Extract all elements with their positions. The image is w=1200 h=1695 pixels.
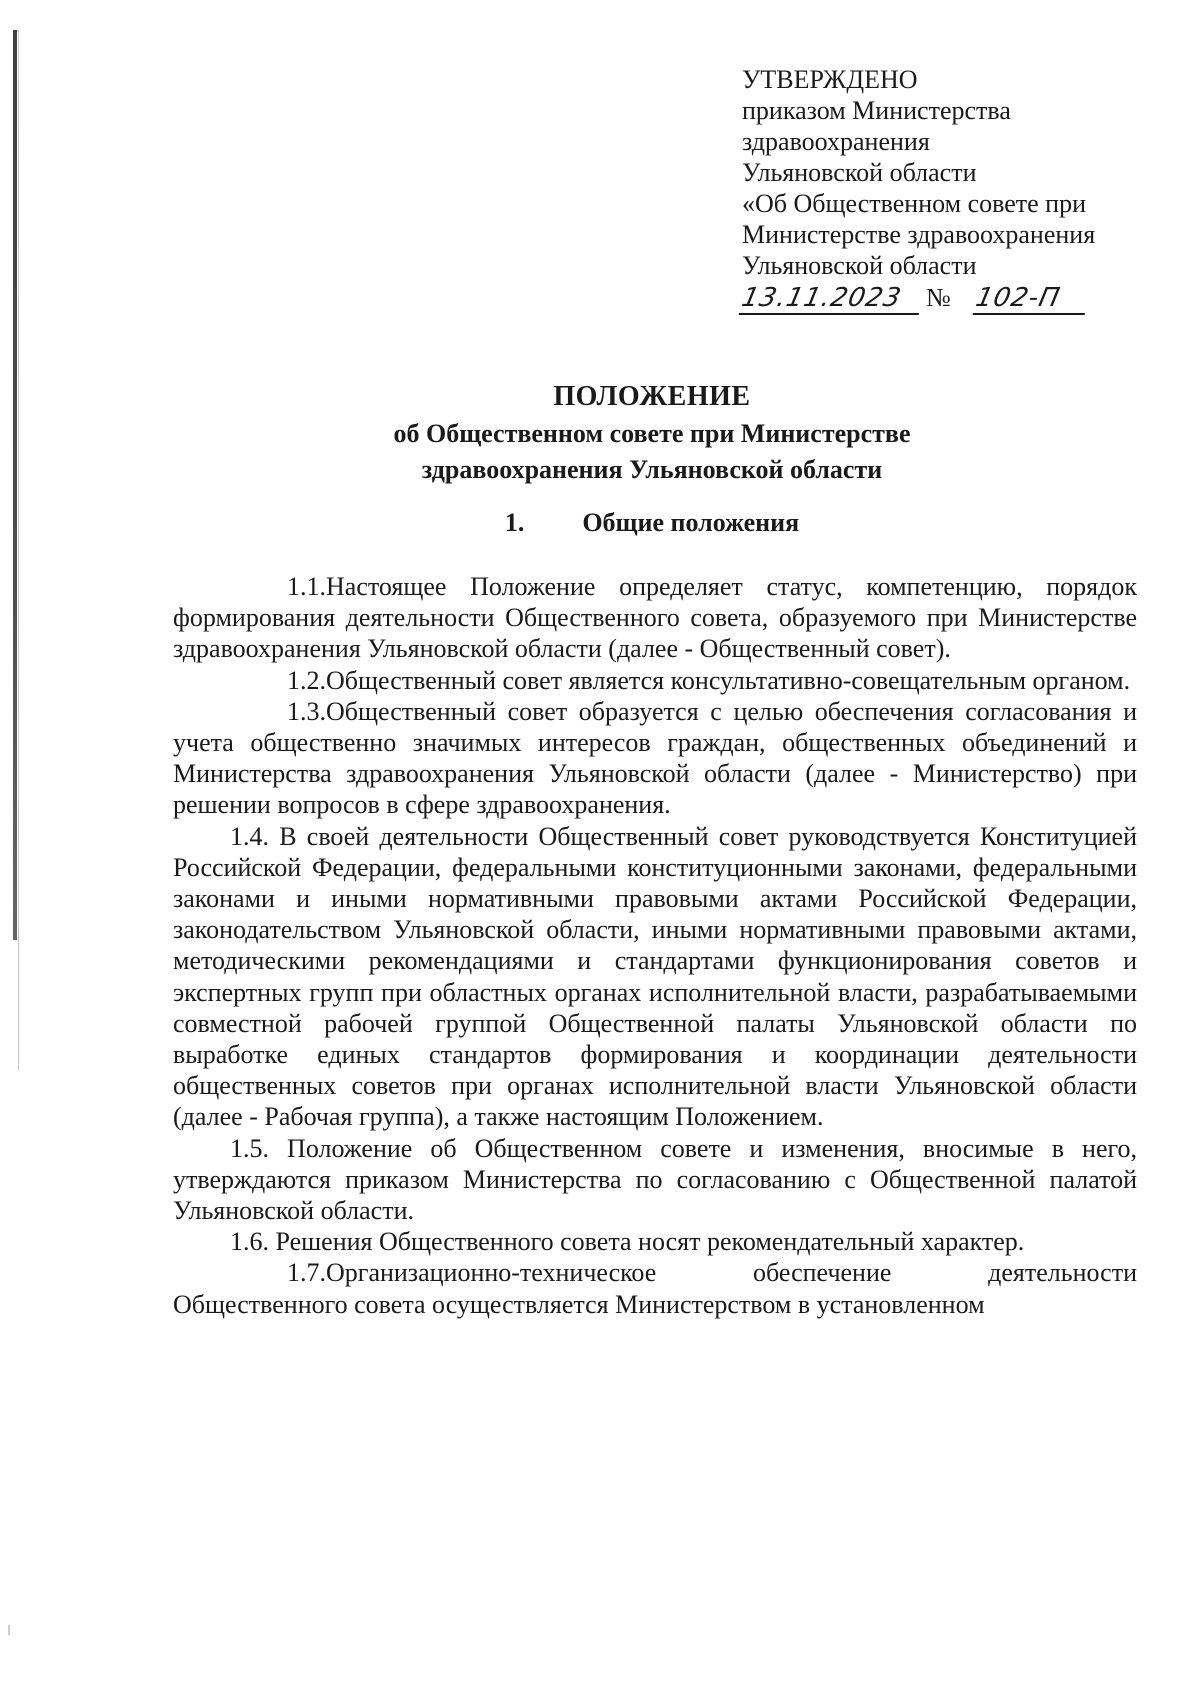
- clause-text: Положение об Общественном совете и изменения, вносимые в него, утверждаются приказом Министерства по согласованию с Общественной палатой Ульяновской области.: [173, 1133, 1138, 1226]
- approval-line: Министерстве здравоохранения: [742, 220, 1096, 249]
- handwritten-order-date: 13.11.2023: [739, 283, 926, 315]
- clause-number: 1.5.: [230, 1133, 269, 1163]
- clause-number: 1.2.: [287, 665, 326, 695]
- clause-paragraph: [173, 696, 1137, 821]
- clause-paragraph: [173, 665, 1137, 696]
- approval-line: приказом Министерства: [742, 96, 1011, 125]
- approval-line: здравоохранения: [742, 127, 930, 156]
- clause-number: 1.4.: [230, 821, 269, 851]
- clause-paragraph: [173, 1226, 1137, 1257]
- clause-text: Общественный совет является консультативно-совещательным органом.: [326, 665, 1131, 695]
- number-sign: №: [926, 283, 951, 312]
- clause-text: В своей деятельности Общественный совет руководствуется Конституцией Российской Федерации, федеральными конституционными законами, федеральными законами и иными нормативными правовыми актами Российской Федерации, законодательством Ульяновской области, иными нормативными правовыми актами, методическими рекомендациями и стандартами функционирования советов и экспертных групп при областных органах исполнительной власти, разрабатываемыми совместной рабочей группой Общественной палаты Ульяновской области по выработке единых стандартов формирования и координации деятельности общественных советов при органах исполнительной власти Ульяновской области (далее - Рабочая группа), а также настоящим Положением.: [173, 821, 1138, 1132]
- approval-stamp-block: [739, 64, 1162, 317]
- clause-text: Настоящее Положение определяет статус, компетенцию, порядок формирования деятельности Общественного совета, образуемого при Министерстве здравоохранения Ульяновской области (далее - Общественный совет).: [173, 572, 1137, 664]
- order-date-number-line: [739, 283, 1162, 317]
- clause-paragraph: [173, 1133, 1137, 1227]
- section-heading: [170, 508, 1134, 538]
- clause-number: 1.7.: [287, 1258, 326, 1288]
- approval-line: «Об Общественном совете при: [742, 189, 1087, 218]
- section-number: 1.: [504, 508, 525, 537]
- clause-number: 1.6.: [230, 1227, 269, 1257]
- scan-artifact: [8, 1625, 10, 1635]
- clause-paragraph: [173, 1257, 1137, 1319]
- clause-number: 1.1.: [287, 572, 326, 601]
- document-subtitle-line-1: об Общественном совете при Министерстве: [393, 419, 911, 448]
- clause-paragraph: [173, 571, 1137, 665]
- handwritten-order-number: 102-П: [973, 283, 1092, 315]
- clause-number: 1.3.: [287, 696, 326, 726]
- clause-paragraph: [173, 821, 1137, 1133]
- section-title: Общие положения: [582, 508, 800, 537]
- approval-line: УТВЕРЖДЕНО: [742, 65, 918, 94]
- scan-edge-line: [18, 30, 19, 1070]
- section-body: [173, 571, 1137, 1320]
- approval-line: Ульяновской области: [742, 158, 977, 187]
- document-title: ПОЛОЖЕНИЕ: [553, 381, 751, 412]
- clause-text: Организационно-техническое обеспечение деятельности Общественного совета осуществляется Министерством в установленном: [173, 1258, 1137, 1319]
- document-title-block: [170, 380, 1134, 486]
- document-subtitle-line-2: здравоохранения Ульяновской области: [421, 455, 883, 484]
- clause-text: Решения Общественного совета носят рекомендательный характер.: [275, 1227, 1025, 1257]
- clause-text: Общественный совет образуется с целью обеспечения согласования и учета общественно значимых интересов граждан, общественных объединений и Министерства здравоохранения Ульяновской области (далее - Министерство) при решении вопросов в сфере здравоохранения.: [173, 696, 1137, 820]
- approval-line: Ульяновской области: [742, 251, 977, 280]
- scan-edge-shadow: [13, 30, 17, 940]
